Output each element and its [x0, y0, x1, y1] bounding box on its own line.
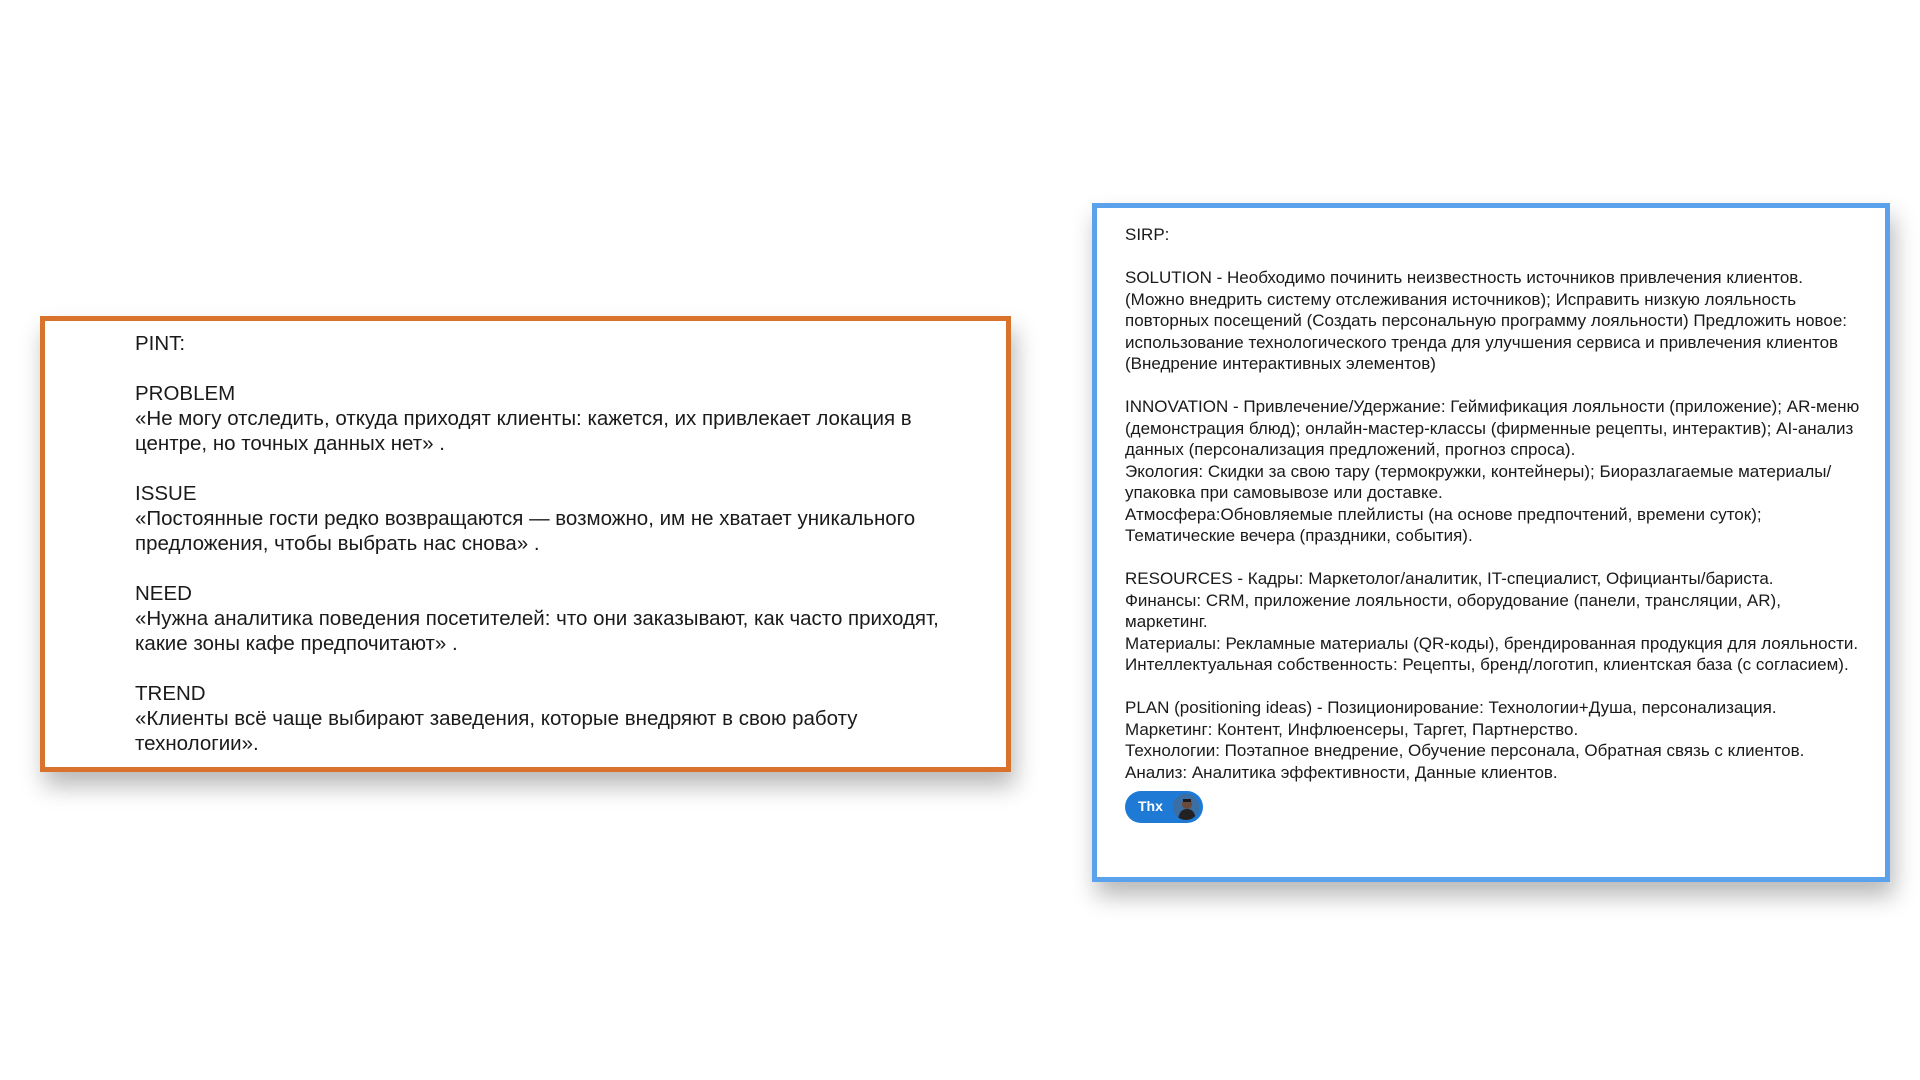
- pint-trend-text: «Клиенты всё чаще выбирают заведения, которые внедряют в свою работу технологии».: [135, 707, 864, 755]
- sirp-title: SIRP:: [1125, 225, 1170, 244]
- sirp-solution-text: SOLUTION - Необходимо починить неизвестность источников привлечения клиентов. (Можно внедрить систему отслеживания источников); Исправить низкую лояльность повторных посещений (Создать персональную программу лояльности) Предложить новое: использование технологического тренда для улучшения сервиса и привлечения клиентов (Внедрение интерактивных элементов): [1125, 268, 1852, 373]
- pint-title: PINT:: [135, 332, 186, 355]
- pint-issue-heading: ISSUE: [135, 482, 197, 505]
- sirp-card: [1092, 203, 1890, 882]
- thx-button[interactable]: [1125, 791, 1203, 823]
- sirp-resources-line-4: Интеллектуальная собственность: Рецепты, бренд/логотип, клиентская база (с согласием).: [1125, 655, 1849, 674]
- sirp-innovation-line-1: INNOVATION - Привлечение/Удержание: Геймификация лояльности (приложение); AR-меню (демонстрация блюд); онлайн-мастер-классы (фирменные рецепты, интерактив); AI-анализ данных (персонализация предложений, прогноз спроса).: [1125, 397, 1865, 459]
- pint-problem-heading: PROBLEM: [135, 382, 236, 405]
- sirp-plan-line-1: PLAN (positioning ideas) - Позиционирование: Технологии+Душа, персонализация.: [1125, 698, 1777, 717]
- sirp-plan-line-2: Маркетинг: Контент, Инфлюенсеры, Таргет, Партнерство.: [1125, 719, 1579, 739]
- pint-trend-heading: TREND: [135, 682, 206, 705]
- sirp-resources-line-3: Материалы: Рекламные материалы (QR-коды), брендированная продукция для лояльности.: [1125, 633, 1859, 653]
- sirp-plan-line-4: Анализ: Аналитика эффективности, Данные клиентов.: [1125, 762, 1558, 782]
- sirp-resources-line-2: Финансы: CRM, приложение лояльности, оборудование (панели, трансляции, AR), маркетинг.: [1125, 590, 1786, 631]
- thx-button-label: Thx: [1138, 798, 1163, 815]
- avatar: [1173, 794, 1199, 820]
- pint-need-heading: NEED: [135, 582, 192, 605]
- sirp-innovation-line-2: Экология: Скидки за свою тару (термокружки, контейнеры); Биоразлагаемые материалы/упаковка при самовывозе или доставке.: [1125, 461, 1832, 502]
- sirp-plan-line-3: Технологии: Поэтапное внедрение, Обучение персонала, Обратная связь с клиентов.: [1125, 741, 1805, 760]
- pint-issue-text: «Постоянные гости редко возвращаются — возможно, им не хватает уникального предложения, чтобы выбрать нас снова» .: [135, 507, 921, 555]
- sirp-resources-line-1: RESOURCES - Кадры: Маркетолог/аналитик, IT-специалист, Официанты/бариста.: [1125, 569, 1774, 588]
- pint-problem-text: «Не могу отследить, откуда приходят клиенты: кажется, их привлекает локация в центре, но точных данных нет» .: [135, 407, 918, 455]
- pint-need-text: «Нужна аналитика поведения посетителей: что они заказывают, как часто приходят, какие зоны кафе предпочитают» .: [135, 607, 945, 655]
- pint-card: [40, 316, 1011, 772]
- sirp-innovation-line-3: Атмосфера:Обновляемые плейлисты (на основе предпочтений, времени суток); Тематические вечера (праздники, события).: [1125, 504, 1767, 545]
